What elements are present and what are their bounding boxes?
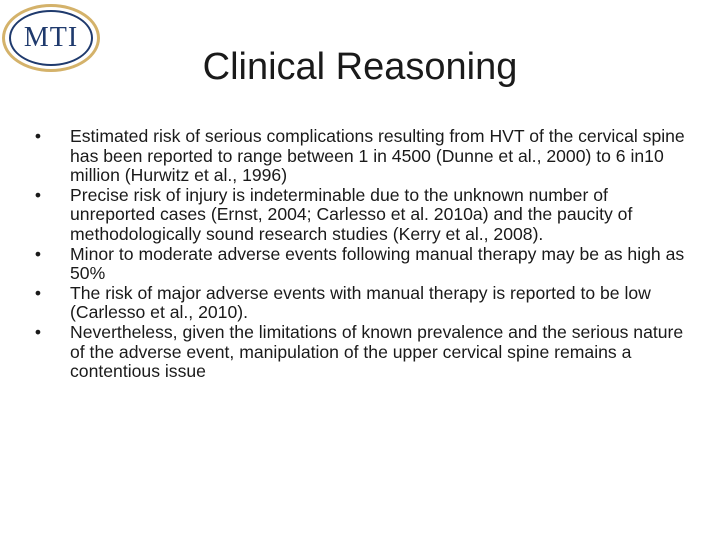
bullet-text: The risk of major adverse events with manual therapy is reported to be low (Carlesso et al., 2010). (70, 282, 651, 323)
bullet-point-icon: • (34, 321, 42, 342)
bullet-item (32, 323, 692, 382)
bullet-item (32, 127, 692, 186)
slide-title-text: Clinical Reasoning (202, 46, 518, 88)
bullet-text: Precise risk of injury is indeterminable due to the unknown number of unreported cases (Ernst, 2004; Carlesso et al. 2010a) and the paucity of methodologically sound research studies (Kerry et al., 2008). (70, 184, 633, 244)
bullet-text: Minor to moderate adverse events following manual therapy may be as high as 50% (70, 243, 685, 284)
mti-logo-text: MTI (23, 22, 79, 53)
bullet-text: Nevertheless, given the limitations of known prevalence and the serious nature of the adverse event, manipulation of the upper cervical spine remains a contentious issue (70, 321, 684, 382)
bullet-point-icon: • (34, 282, 42, 303)
bullet-text: Estimated risk of serious complications resulting from HVT of the cervical spine has been reported to range between 1 in 4500 (Dunne et al., 2000) to 6 in10 million (Hurwitz et al., 1996) (70, 126, 685, 186)
slide-title (0, 44, 720, 90)
bullet-list (32, 127, 692, 382)
bullet-item (32, 284, 692, 323)
bullet-item (32, 245, 692, 284)
bullet-point-icon: • (34, 184, 42, 205)
bullet-point-icon: • (34, 126, 42, 146)
bullet-point-icon: • (34, 243, 42, 264)
bullet-item (32, 186, 692, 245)
